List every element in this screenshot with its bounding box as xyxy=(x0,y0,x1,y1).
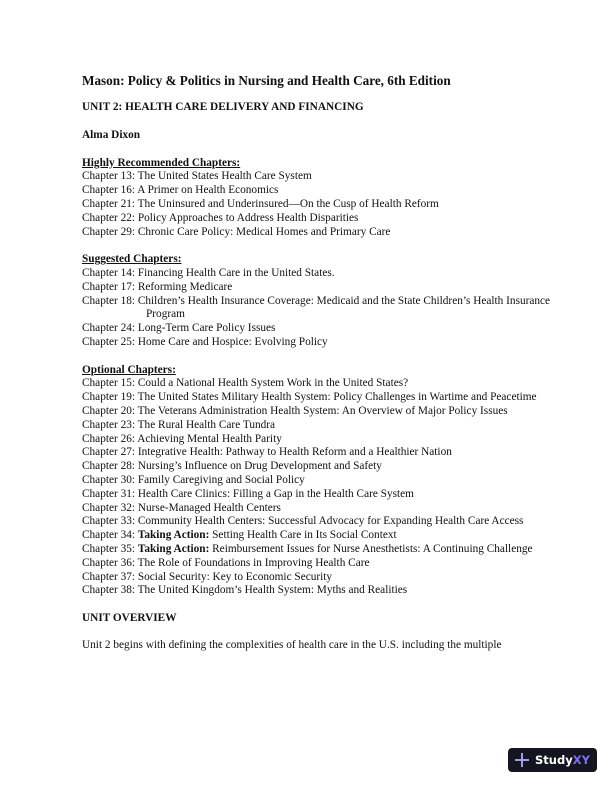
chapter-title: The Rural Health Care Tundra xyxy=(137,418,276,431)
chapter-item xyxy=(82,322,552,336)
chapter-item xyxy=(82,377,552,391)
chapter-number: Chapter 20: xyxy=(82,404,138,417)
chapter-item xyxy=(82,212,552,226)
chapter-title: The Veterans Administration Health System: An Overview of Major Policy Issues xyxy=(137,404,508,417)
chapter-item xyxy=(82,391,552,405)
chapter-title: Could a National Health System Work in the United States? xyxy=(137,377,409,390)
chapter-item xyxy=(82,474,552,488)
chapter-title: Setting Health Care in Its Social Context xyxy=(209,529,397,542)
chapter-number: Chapter 17: xyxy=(82,280,138,293)
chapter-item xyxy=(82,529,552,543)
chapter-title: Children’s Health Insurance Coverage: Medicaid and the State Children’s Health Insurance Program xyxy=(137,294,551,321)
chapter-number: Chapter 23: xyxy=(82,418,138,431)
chapter-item xyxy=(82,571,552,585)
chapter-number: Chapter 31: xyxy=(82,487,138,500)
chapter-item xyxy=(82,419,552,433)
chapter-number: Chapter 34: xyxy=(82,529,138,542)
chapter-number: Chapter 37: xyxy=(82,570,138,583)
chapter-item xyxy=(82,502,552,516)
chapter-section xyxy=(82,364,552,599)
chapter-item xyxy=(82,170,552,184)
chapter-number: Chapter 38: xyxy=(82,584,138,597)
chapter-item xyxy=(82,281,552,295)
chapter-section xyxy=(82,253,552,350)
chapter-number: Chapter 28: xyxy=(82,460,138,473)
chapter-title: Policy Approaches to Address Health Disparities xyxy=(137,211,359,224)
overview-text: Unit 2 begins with defining the complexities of health care in the U.S. including the multiple xyxy=(82,639,502,652)
chapter-item xyxy=(82,184,552,198)
section-heading: Optional Chapters: xyxy=(82,363,176,376)
section-heading: Suggested Chapters: xyxy=(82,253,182,266)
overview-heading: UNIT OVERVIEW xyxy=(82,611,177,624)
chapter-title: Home Care and Hospice: Evolving Policy xyxy=(137,335,328,348)
chapter-number: Chapter 13: xyxy=(82,170,138,183)
chapter-item xyxy=(82,405,552,419)
chapter-bold-label: Taking Action: xyxy=(137,529,210,542)
chapter-title: Integrative Health: Pathway to Health Reform and a Healthier Nation xyxy=(137,446,452,459)
chapter-item xyxy=(82,336,552,350)
chapter-number: Chapter 35: xyxy=(82,542,138,555)
chapter-item xyxy=(82,515,552,529)
chapter-number: Chapter 15: xyxy=(82,377,138,390)
badge-label-main: Study xyxy=(535,753,573,767)
chapter-item xyxy=(82,543,552,557)
chapter-title: A Primer on Health Economics xyxy=(137,184,279,197)
chapter-number: Chapter 36: xyxy=(82,556,138,569)
chapter-number: Chapter 25: xyxy=(82,335,138,348)
chapter-title: Nursing’s Influence on Drug Development and Safety xyxy=(137,460,382,473)
unit-heading: UNIT 2: HEALTH CARE DELIVERY AND FINANCING xyxy=(82,101,364,113)
plus-icon xyxy=(515,753,529,767)
chapter-title: Reimbursement Issues for Nurse Anesthetists: A Continuing Challenge xyxy=(209,542,533,555)
chapter-number: Chapter 19: xyxy=(82,391,138,404)
chapter-title: The Role of Foundations in Improving Health Care xyxy=(137,556,370,569)
chapter-number: Chapter 16: xyxy=(82,184,138,197)
author-name: Alma Dixon xyxy=(82,128,141,141)
chapter-number: Chapter 33: xyxy=(82,515,138,528)
chapter-item xyxy=(82,267,552,281)
chapter-item xyxy=(82,557,552,571)
chapter-title: Chronic Care Policy: Medical Homes and Primary Care xyxy=(137,225,391,238)
chapter-number: Chapter 21: xyxy=(82,197,138,210)
chapter-title: The Uninsured and Underinsured—On the Cusp of Health Reform xyxy=(137,197,439,210)
chapter-title: Social Security: Key to Economic Security xyxy=(137,570,333,583)
chapter-item xyxy=(82,226,552,240)
chapter-item xyxy=(82,295,552,323)
chapter-item xyxy=(82,433,552,447)
chapter-item xyxy=(82,446,552,460)
chapter-title: Family Caregiving and Social Policy xyxy=(137,473,305,486)
chapter-number: Chapter 26: xyxy=(82,432,138,445)
chapter-title: Community Health Centers: Successful Advocacy for Expanding Health Care Access xyxy=(137,515,524,528)
document-page xyxy=(82,73,552,653)
chapter-number: Chapter 29: xyxy=(82,225,138,238)
chapter-title: Achieving Mental Health Parity xyxy=(137,432,282,445)
chapter-title: Reforming Medicare xyxy=(137,280,233,293)
chapter-number: Chapter 32: xyxy=(82,501,138,514)
chapter-item xyxy=(82,488,552,502)
document-title: Mason: Policy & Politics in Nursing and Health Care, 6th Edition xyxy=(82,73,451,88)
chapter-item xyxy=(82,198,552,212)
chapter-title: The United States Health Care System xyxy=(137,170,312,183)
chapter-number: Chapter 27: xyxy=(82,446,138,459)
chapter-title: Financing Health Care in the United States. xyxy=(137,266,335,279)
chapter-sections xyxy=(82,157,552,599)
chapter-title: The United States Military Health System: Policy Challenges in Wartime and Peacetime xyxy=(137,391,537,404)
chapter-title: Nurse-Managed Health Centers xyxy=(137,501,281,514)
chapter-item xyxy=(82,584,552,598)
section-heading: Highly Recommended Chapters: xyxy=(82,156,241,169)
studyxy-badge[interactable] xyxy=(508,748,597,772)
chapter-title: Long-Term Care Policy Issues xyxy=(137,322,276,335)
chapter-section xyxy=(82,157,552,240)
chapter-title: The United Kingdom’s Health System: Myths and Realities xyxy=(137,584,408,597)
badge-label-accent: XY xyxy=(572,753,590,767)
chapter-number: Chapter 24: xyxy=(82,322,138,335)
chapter-number: Chapter 18: xyxy=(82,294,138,307)
chapter-item xyxy=(82,460,552,474)
chapter-number: Chapter 14: xyxy=(82,266,138,279)
chapter-bold-label: Taking Action: xyxy=(137,542,210,555)
chapter-title: Health Care Clinics: Filling a Gap in the Health Care System xyxy=(137,487,414,500)
chapter-number: Chapter 22: xyxy=(82,211,138,224)
chapter-number: Chapter 30: xyxy=(82,473,138,486)
